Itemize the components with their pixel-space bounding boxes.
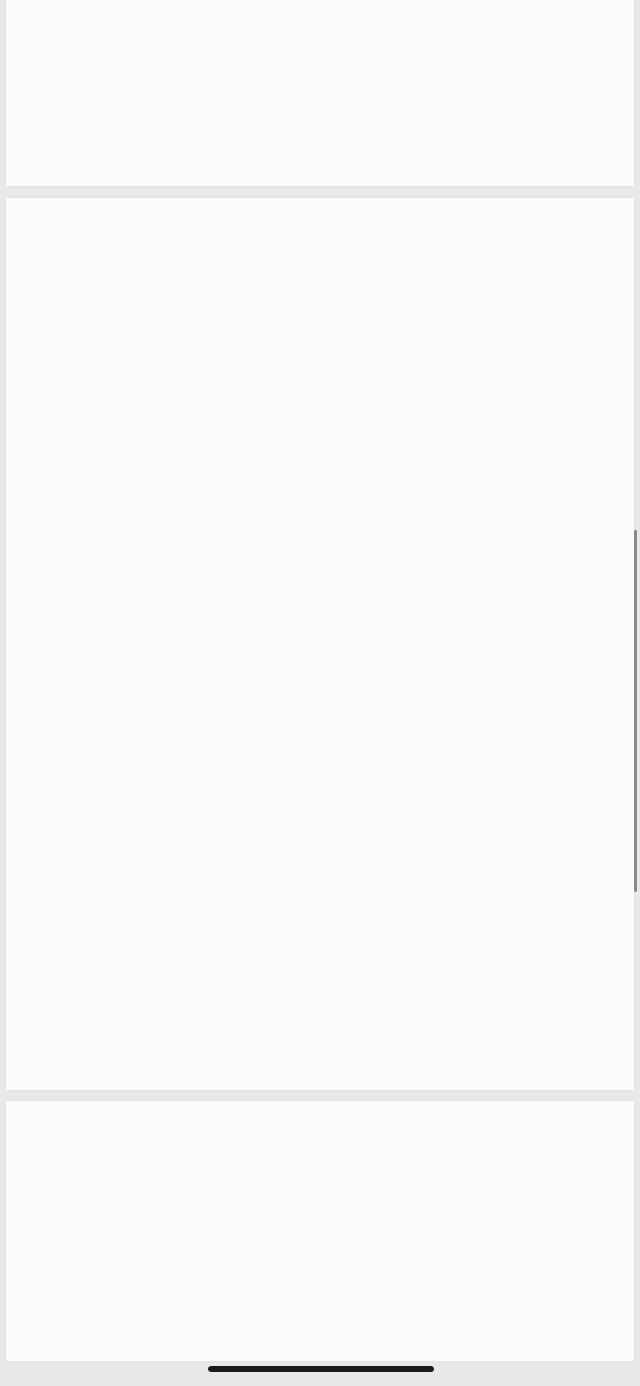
scrollbar[interactable] — [634, 530, 637, 892]
document-page-1 — [6, 0, 634, 186]
home-indicator[interactable] — [208, 1366, 434, 1372]
document-page-2 — [6, 198, 634, 1090]
document-page-3 — [6, 1101, 634, 1361]
